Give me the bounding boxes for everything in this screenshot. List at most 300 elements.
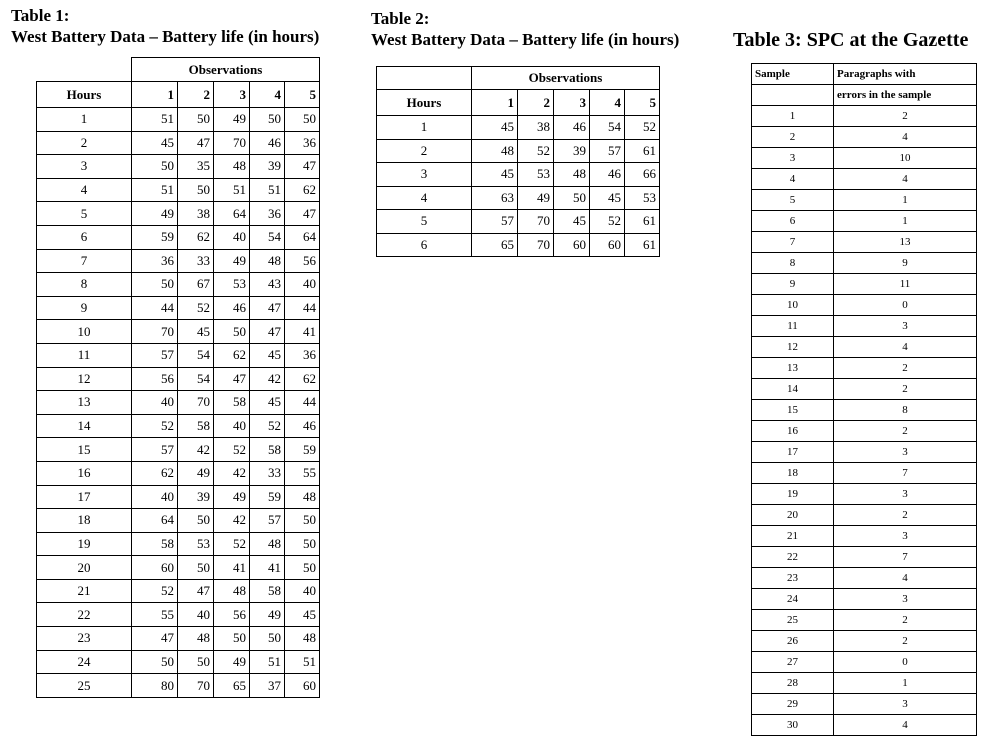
table3-errors-cell: 2 [834, 106, 977, 127]
table1-value-cell: 33 [178, 249, 214, 273]
table1-col-header: 1 [132, 82, 178, 108]
table1-value-cell: 55 [132, 603, 178, 627]
table1-value-cell: 50 [178, 178, 214, 202]
table2-battery-data [376, 66, 660, 257]
table3-sample-cell: 23 [752, 568, 834, 589]
table1-value-cell: 70 [132, 320, 178, 344]
table3-row [752, 400, 977, 421]
table1-value-cell: 70 [178, 391, 214, 415]
table3-sample-cell: 26 [752, 631, 834, 652]
table1-hour-cell: 8 [37, 273, 132, 297]
table1-value-cell: 45 [132, 131, 178, 155]
table1-value-cell: 50 [250, 108, 285, 132]
table2-value-cell: 65 [472, 233, 518, 257]
table2-observations-header: Observations [472, 67, 660, 90]
table1-value-cell: 40 [285, 273, 320, 297]
table1-value-cell: 45 [285, 603, 320, 627]
table3-errors-cell: 1 [834, 211, 977, 232]
table1-title-line2: West Battery Data – Battery life (in hours) [11, 27, 320, 46]
table1-value-cell: 62 [285, 367, 320, 391]
table1-value-cell: 50 [132, 155, 178, 179]
table1-value-cell: 48 [285, 627, 320, 651]
table3-errors-header-line2: errors in the sample [834, 85, 977, 106]
table3-sample-header-blank [752, 85, 834, 106]
table2-value-cell: 46 [554, 116, 590, 140]
table3-row [752, 274, 977, 295]
table1-value-cell: 50 [285, 532, 320, 556]
table3-sample-cell: 9 [752, 274, 834, 295]
table3-row [752, 211, 977, 232]
table1-value-cell: 50 [132, 273, 178, 297]
table1-value-cell: 47 [178, 579, 214, 603]
table1-hour-cell: 9 [37, 296, 132, 320]
table3-errors-cell: 10 [834, 148, 977, 169]
table3-errors-cell: 13 [834, 232, 977, 253]
table2-value-cell: 57 [472, 210, 518, 234]
table1-hour-cell: 21 [37, 579, 132, 603]
table2-hour-cell: 6 [377, 233, 472, 257]
table2-row [377, 163, 660, 187]
table3-row [752, 106, 977, 127]
table1-hour-cell: 17 [37, 485, 132, 509]
table1-hour-cell: 25 [37, 674, 132, 698]
table2-hours-header: Hours [377, 90, 472, 116]
table3-sample-cell: 17 [752, 442, 834, 463]
table1-value-cell: 42 [214, 509, 250, 533]
table2-hour-cell: 3 [377, 163, 472, 187]
table1-value-cell: 58 [214, 391, 250, 415]
table2-value-cell: 39 [554, 139, 590, 163]
table1-value-cell: 64 [132, 509, 178, 533]
table3-sample-cell: 29 [752, 694, 834, 715]
table3-errors-cell: 2 [834, 631, 977, 652]
table3-sample-cell: 25 [752, 610, 834, 631]
table3-sample-cell: 3 [752, 148, 834, 169]
table1-value-cell: 53 [178, 532, 214, 556]
table1-value-cell: 57 [132, 438, 178, 462]
table3-sample-cell: 11 [752, 316, 834, 337]
table1-row [37, 343, 320, 367]
table3-row [752, 358, 977, 379]
table1-hour-cell: 24 [37, 650, 132, 674]
table3-row [752, 337, 977, 358]
table2-hour-cell: 1 [377, 116, 472, 140]
table2-title-line2: West Battery Data – Battery life (in hours) [371, 30, 680, 49]
table3-errors-cell: 4 [834, 337, 977, 358]
table1-hour-cell: 1 [37, 108, 132, 132]
table2-value-cell: 53 [518, 163, 554, 187]
table1-value-cell: 52 [250, 414, 285, 438]
table1-value-cell: 38 [178, 202, 214, 226]
table2-value-cell: 70 [518, 210, 554, 234]
table1-value-cell: 54 [178, 367, 214, 391]
table1-row [37, 296, 320, 320]
table3-sample-cell: 15 [752, 400, 834, 421]
table3-errors-cell: 3 [834, 589, 977, 610]
table2-col-header: 1 [472, 90, 518, 116]
table1-value-cell: 40 [285, 579, 320, 603]
table1-row [37, 532, 320, 556]
table1-value-cell: 50 [285, 509, 320, 533]
table3-row [752, 547, 977, 568]
table1-value-cell: 50 [178, 509, 214, 533]
table3-errors-cell: 2 [834, 358, 977, 379]
table3-row [752, 253, 977, 274]
table1-value-cell: 64 [214, 202, 250, 226]
table3-row [752, 169, 977, 190]
table2-value-cell: 45 [554, 210, 590, 234]
table1-value-cell: 39 [250, 155, 285, 179]
table2-value-cell: 46 [590, 163, 625, 187]
table3-row [752, 652, 977, 673]
table1-value-cell: 65 [214, 674, 250, 698]
table1-value-cell: 46 [214, 296, 250, 320]
table3-sample-cell: 2 [752, 127, 834, 148]
table1-value-cell: 59 [250, 485, 285, 509]
table1-hour-cell: 20 [37, 556, 132, 580]
table1-row [37, 391, 320, 415]
table1-value-cell: 52 [132, 414, 178, 438]
table1-value-cell: 50 [250, 627, 285, 651]
table1-value-cell: 48 [214, 155, 250, 179]
table3-title: Table 3: SPC at the Gazette [733, 29, 969, 51]
table1-hour-cell: 7 [37, 249, 132, 273]
table1-value-cell: 44 [285, 391, 320, 415]
table1-value-cell: 59 [132, 225, 178, 249]
table1-hour-cell: 16 [37, 461, 132, 485]
table2-value-cell: 61 [625, 233, 660, 257]
table2-value-cell: 45 [472, 163, 518, 187]
table1-value-cell: 54 [178, 343, 214, 367]
table2-value-cell: 66 [625, 163, 660, 187]
table1-row [37, 155, 320, 179]
table3-row [752, 694, 977, 715]
table3-row [752, 421, 977, 442]
table3-sample-cell: 14 [752, 379, 834, 400]
table2-value-cell: 48 [472, 139, 518, 163]
table1-hours-header: Hours [37, 82, 132, 108]
table1-value-cell: 41 [285, 320, 320, 344]
table3-row [752, 295, 977, 316]
table1-value-cell: 58 [178, 414, 214, 438]
table3-row [752, 442, 977, 463]
table1-row [37, 627, 320, 651]
table3-sample-cell: 13 [752, 358, 834, 379]
table1-row [37, 108, 320, 132]
table2-col-header: 2 [518, 90, 554, 116]
table1-value-cell: 70 [214, 131, 250, 155]
table3-errors-cell: 0 [834, 295, 977, 316]
table1-value-cell: 52 [178, 296, 214, 320]
table2-value-cell: 50 [554, 186, 590, 210]
table3-row [752, 505, 977, 526]
table2-hour-cell: 5 [377, 210, 472, 234]
table1-value-cell: 42 [214, 461, 250, 485]
table1-title-line1: Table 1: [11, 6, 70, 25]
table1-value-cell: 42 [250, 367, 285, 391]
table2-row [377, 186, 660, 210]
table1-value-cell: 41 [214, 556, 250, 580]
table1-value-cell: 50 [178, 556, 214, 580]
table3-errors-cell: 7 [834, 463, 977, 484]
table1-row [37, 414, 320, 438]
table1-hour-cell: 6 [37, 225, 132, 249]
table1-value-cell: 62 [132, 461, 178, 485]
table1-value-cell: 39 [178, 485, 214, 509]
table1-value-cell: 44 [285, 296, 320, 320]
table2-hour-cell: 2 [377, 139, 472, 163]
table3-sample-cell: 20 [752, 505, 834, 526]
table2-value-cell: 70 [518, 233, 554, 257]
table1-value-cell: 56 [132, 367, 178, 391]
table1-value-cell: 47 [250, 320, 285, 344]
table1-value-cell: 40 [178, 603, 214, 627]
table1-value-cell: 48 [250, 532, 285, 556]
table1-value-cell: 54 [250, 225, 285, 249]
table1-value-cell: 47 [285, 155, 320, 179]
table2-value-cell: 45 [590, 186, 625, 210]
table1-hour-cell: 5 [37, 202, 132, 226]
table3-row [752, 715, 977, 736]
table2-value-cell: 61 [625, 139, 660, 163]
table3-row [752, 190, 977, 211]
table1-value-cell: 41 [250, 556, 285, 580]
table1-hour-cell: 14 [37, 414, 132, 438]
table1-value-cell: 47 [214, 367, 250, 391]
table1-hour-cell: 15 [37, 438, 132, 462]
table2-hour-cell: 4 [377, 186, 472, 210]
table1-value-cell: 60 [132, 556, 178, 580]
table1-value-cell: 49 [214, 108, 250, 132]
table1-hour-cell: 3 [37, 155, 132, 179]
table2-value-cell: 60 [590, 233, 625, 257]
table3-sample-cell: 16 [752, 421, 834, 442]
table2-value-cell: 52 [590, 210, 625, 234]
table1-hour-cell: 19 [37, 532, 132, 556]
table1-row [37, 249, 320, 273]
table1-value-cell: 47 [285, 202, 320, 226]
table3-errors-cell: 1 [834, 673, 977, 694]
table3-errors-cell: 3 [834, 442, 977, 463]
table1-hour-cell: 12 [37, 367, 132, 391]
table3-row [752, 232, 977, 253]
table1-col-header: 3 [214, 82, 250, 108]
table2-value-cell: 45 [472, 116, 518, 140]
table1-value-cell: 67 [178, 273, 214, 297]
table2-value-cell: 52 [625, 116, 660, 140]
table2-row [377, 210, 660, 234]
table3-errors-cell: 0 [834, 652, 977, 673]
table1-value-cell: 59 [285, 438, 320, 462]
table1-value-cell: 49 [132, 202, 178, 226]
table2-row [377, 139, 660, 163]
table1-value-cell: 36 [250, 202, 285, 226]
table1-value-cell: 40 [132, 485, 178, 509]
table3-errors-cell: 2 [834, 421, 977, 442]
table1-value-cell: 46 [285, 414, 320, 438]
table1-value-cell: 49 [214, 485, 250, 509]
table3-sample-cell: 18 [752, 463, 834, 484]
table1-row [37, 225, 320, 249]
table1-value-cell: 43 [250, 273, 285, 297]
table1-row [37, 367, 320, 391]
table3-errors-header-line1: Paragraphs with [834, 64, 977, 85]
table1-value-cell: 40 [214, 414, 250, 438]
table1-value-cell: 52 [214, 532, 250, 556]
table2-col-header: 4 [590, 90, 625, 116]
table3-errors-cell: 9 [834, 253, 977, 274]
table3-sample-cell: 28 [752, 673, 834, 694]
table1-value-cell: 50 [178, 650, 214, 674]
table3-row [752, 568, 977, 589]
table3-errors-cell: 2 [834, 505, 977, 526]
table1-row [37, 178, 320, 202]
table3-row [752, 610, 977, 631]
table1-value-cell: 45 [250, 343, 285, 367]
table3-errors-cell: 11 [834, 274, 977, 295]
table3-sample-cell: 1 [752, 106, 834, 127]
table3-sample-header: Sample [752, 64, 834, 85]
table1-value-cell: 55 [285, 461, 320, 485]
table1-value-cell: 42 [178, 438, 214, 462]
table1-value-cell: 47 [132, 627, 178, 651]
table1-value-cell: 50 [285, 556, 320, 580]
table1-value-cell: 48 [178, 627, 214, 651]
table2-value-cell: 54 [590, 116, 625, 140]
table1-value-cell: 51 [285, 650, 320, 674]
table3-row [752, 148, 977, 169]
table2-title-line1: Table 2: [371, 9, 430, 28]
table1-value-cell: 53 [214, 273, 250, 297]
table1-value-cell: 50 [214, 627, 250, 651]
table1-value-cell: 70 [178, 674, 214, 698]
table1-value-cell: 49 [178, 461, 214, 485]
table3-errors-cell: 4 [834, 715, 977, 736]
table1-value-cell: 47 [178, 131, 214, 155]
table1-value-cell: 62 [214, 343, 250, 367]
table1-value-cell: 62 [285, 178, 320, 202]
table1-value-cell: 57 [250, 509, 285, 533]
table3-sample-cell: 21 [752, 526, 834, 547]
table3-row [752, 673, 977, 694]
table1-value-cell: 44 [132, 296, 178, 320]
table1-value-cell: 50 [178, 108, 214, 132]
table3-row [752, 526, 977, 547]
table1-value-cell: 62 [178, 225, 214, 249]
table1-row [37, 603, 320, 627]
table1-value-cell: 49 [214, 249, 250, 273]
table3-errors-cell: 3 [834, 526, 977, 547]
table1-row [37, 273, 320, 297]
table1-col-header: 5 [285, 82, 320, 108]
table1-battery-data [36, 57, 320, 698]
table1-value-cell: 57 [132, 343, 178, 367]
table1-value-cell: 48 [214, 579, 250, 603]
table2-value-cell: 38 [518, 116, 554, 140]
table3-sample-cell: 19 [752, 484, 834, 505]
table1-row [37, 202, 320, 226]
table3-row [752, 484, 977, 505]
table1-row [37, 509, 320, 533]
table3-sample-cell: 8 [752, 253, 834, 274]
table1-title [11, 5, 319, 47]
table2-row [377, 116, 660, 140]
table1-value-cell: 58 [250, 579, 285, 603]
table3-errors-cell: 7 [834, 547, 977, 568]
table3-spc-gazette [751, 63, 977, 736]
table2-value-cell: 60 [554, 233, 590, 257]
table2-corner-cell [377, 67, 472, 90]
table1-hour-cell: 2 [37, 131, 132, 155]
table3-errors-cell: 8 [834, 400, 977, 421]
table3-sample-cell: 5 [752, 190, 834, 211]
table1-row [37, 556, 320, 580]
table1-row [37, 131, 320, 155]
table1-value-cell: 80 [132, 674, 178, 698]
table1-row [37, 579, 320, 603]
table3-row [752, 316, 977, 337]
table1-observations-header: Observations [132, 58, 320, 82]
table3-errors-cell: 3 [834, 484, 977, 505]
table1-hour-cell: 23 [37, 627, 132, 651]
table1-value-cell: 45 [178, 320, 214, 344]
table1-value-cell: 58 [132, 532, 178, 556]
table1-value-cell: 49 [250, 603, 285, 627]
table3-errors-cell: 2 [834, 379, 977, 400]
table3-sample-cell: 12 [752, 337, 834, 358]
table1-value-cell: 51 [132, 178, 178, 202]
table3-errors-cell: 4 [834, 127, 977, 148]
table2-value-cell: 57 [590, 139, 625, 163]
table3-errors-cell: 1 [834, 190, 977, 211]
table1-value-cell: 58 [250, 438, 285, 462]
table1-row [37, 438, 320, 462]
table3-sample-cell: 10 [752, 295, 834, 316]
table3-errors-cell: 3 [834, 694, 977, 715]
table1-row [37, 461, 320, 485]
table3-row [752, 463, 977, 484]
table1-value-cell: 48 [285, 485, 320, 509]
table1-value-cell: 51 [250, 178, 285, 202]
table1-value-cell: 40 [214, 225, 250, 249]
table2-col-header: 3 [554, 90, 590, 116]
table3-sample-cell: 27 [752, 652, 834, 673]
table1-value-cell: 37 [250, 674, 285, 698]
table1-value-cell: 52 [132, 579, 178, 603]
table3-errors-cell: 3 [834, 316, 977, 337]
table3-errors-cell: 2 [834, 610, 977, 631]
table3-row [752, 589, 977, 610]
table3-sample-cell: 30 [752, 715, 834, 736]
table1-value-cell: 49 [214, 650, 250, 674]
table1-value-cell: 56 [214, 603, 250, 627]
table3-errors-cell: 4 [834, 169, 977, 190]
table2-col-header: 5 [625, 90, 660, 116]
table1-hour-cell: 11 [37, 343, 132, 367]
table1-value-cell: 33 [250, 461, 285, 485]
table3-row [752, 631, 977, 652]
table1-value-cell: 50 [132, 650, 178, 674]
table2-value-cell: 52 [518, 139, 554, 163]
table1-value-cell: 56 [285, 249, 320, 273]
table1-hour-cell: 22 [37, 603, 132, 627]
table1-hour-cell: 10 [37, 320, 132, 344]
table1-value-cell: 36 [285, 343, 320, 367]
table2-value-cell: 53 [625, 186, 660, 210]
table1-value-cell: 45 [250, 391, 285, 415]
table3-sample-cell: 4 [752, 169, 834, 190]
table3-sample-cell: 24 [752, 589, 834, 610]
